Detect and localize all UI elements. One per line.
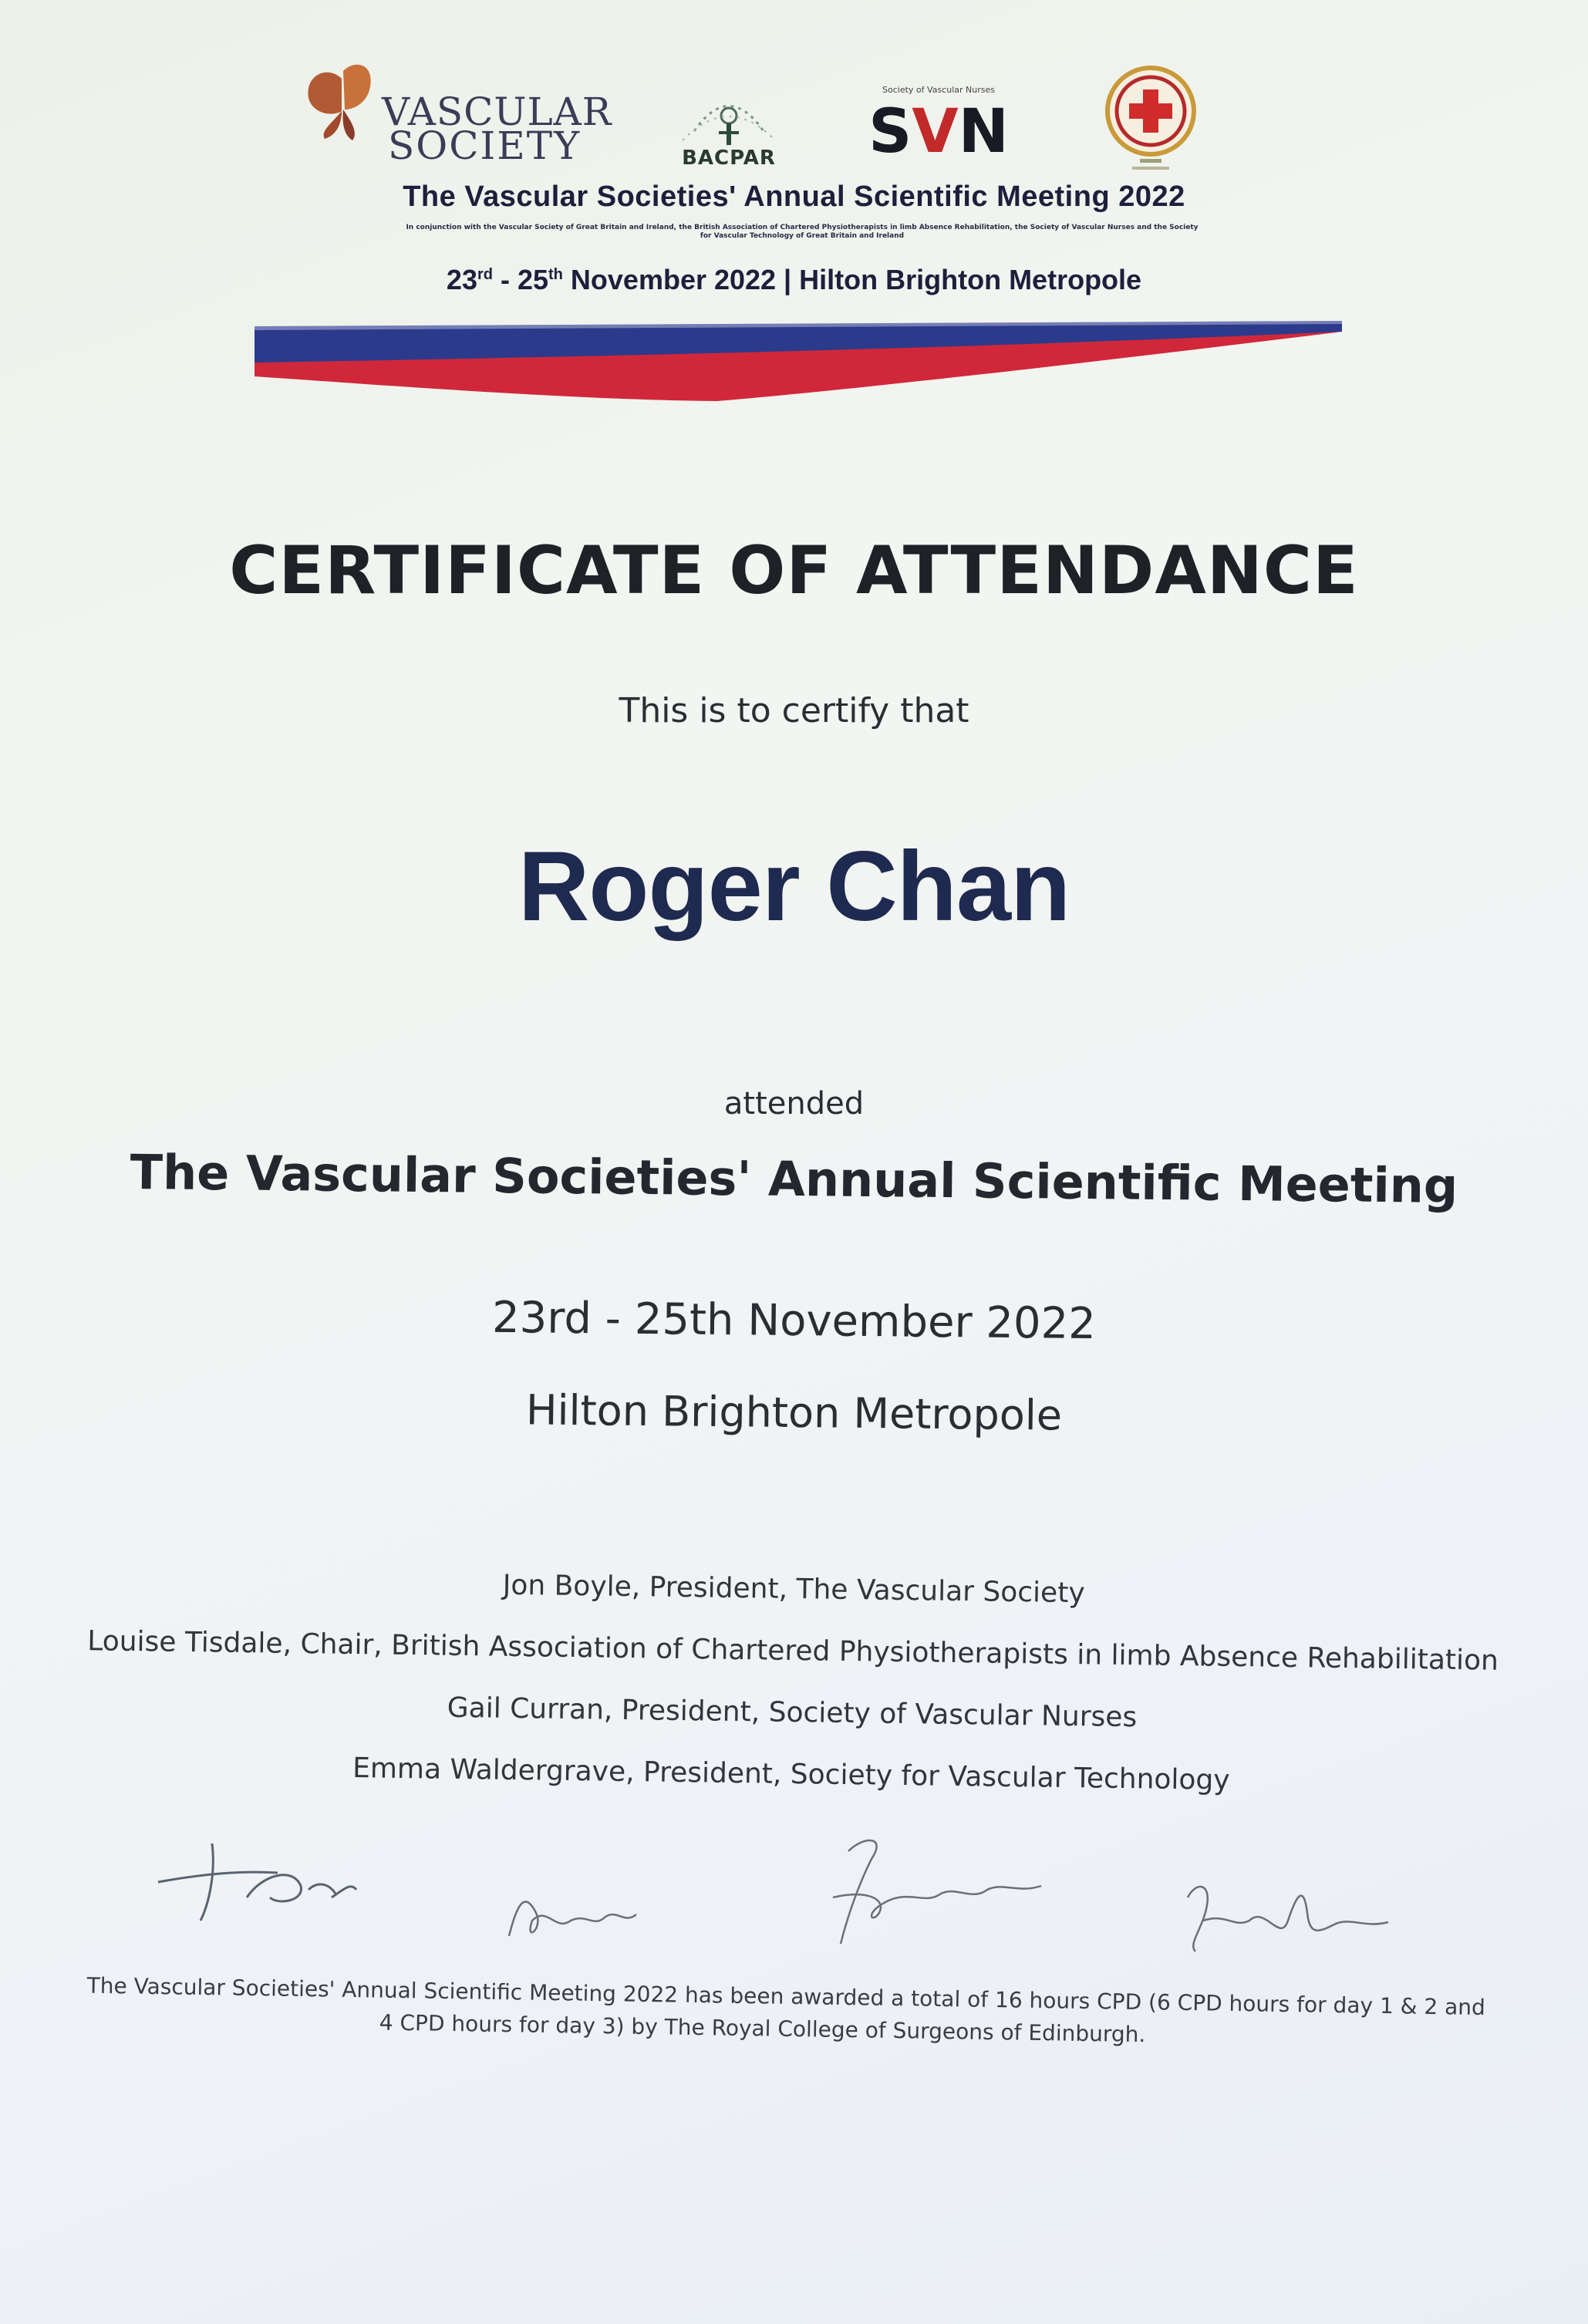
bacpar-emblem-icon: [663, 85, 794, 147]
svt-logo: [1089, 63, 1212, 179]
meeting-name: The Vascular Societies' Annual Scientific Meeting: [130, 1143, 1458, 1215]
signatory-list: [0, 1563, 1588, 1796]
header-swoosh: [255, 315, 1342, 407]
cpd-line-1: The Vascular Societies' Annual Scientific Meeting 2022 has been awarded a total of 16 hours CPD (6 CPD hours for day 1 & 2 and: [86, 1972, 1486, 2021]
attended-text: attended: [723, 1086, 865, 1122]
header-meeting-title: The Vascular Societies' Annual Scientific Meeting 2022: [403, 180, 1185, 213]
signature-4: [1172, 1859, 1404, 1982]
svt-emblem-icon: [1089, 63, 1212, 179]
header-dates-venue: 23rd - 25th November 2022 | Hilton Brighton Metropole: [446, 264, 1142, 295]
signatory-line: Louise Tisdale, Chair, British Association of Chartered Physiotherapists in limb Absence Rehabilitation: [87, 1625, 1499, 1677]
signature-1: [154, 1828, 386, 1936]
signatory-line: Gail Curran, President, Society of Vascular Nurses: [447, 1692, 1138, 1734]
recipient-name: Roger Chan: [518, 831, 1070, 942]
vascular-society-wordmark: VASCULAR SOCIETY: [382, 89, 612, 168]
bacpar-wordmark: BACPAR: [682, 147, 776, 170]
signatory-line: Emma Waldergrave, President, Society for Vascular Technology: [352, 1752, 1230, 1796]
butterfly-icon: [297, 56, 389, 148]
certificate-title: CERTIFICATE OF ATTENDANCE: [229, 532, 1359, 609]
svn-wordmark: SVN: [868, 97, 1009, 167]
bacpar-logo: [663, 85, 794, 170]
svn-tagline: Society of Vascular Nurses: [882, 85, 995, 95]
signatures-row: [139, 1828, 1419, 1990]
svn-logo: [858, 85, 1020, 170]
certify-text: This is to certify that: [619, 691, 969, 730]
signature-2: [501, 1859, 671, 1967]
header-meeting-subtitle: In conjunction with the Vascular Society of Great Britain and Ireland, the British Association of Chartered Physiotherapists in limb Absence Rehabilitation, the Society of Vascular Nurses and the Society for Vascular Technology of Great Britain and Ireland: [406, 224, 1199, 240]
cpd-line-2: 4 CPD hours for day 3) by The Royal College of Surgeons of Edinburgh.: [379, 2009, 1146, 2048]
signatory-line: Jon Boyle, President, The Vascular Society: [502, 1569, 1085, 1610]
meeting-dates: 23rd - 25th November 2022: [491, 1292, 1097, 1350]
vascular-society-logo: [297, 48, 629, 171]
meeting-venue: Hilton Brighton Metropole: [525, 1385, 1063, 1440]
header-logos: [0, 48, 1588, 171]
signature-3: [818, 1828, 1080, 1967]
